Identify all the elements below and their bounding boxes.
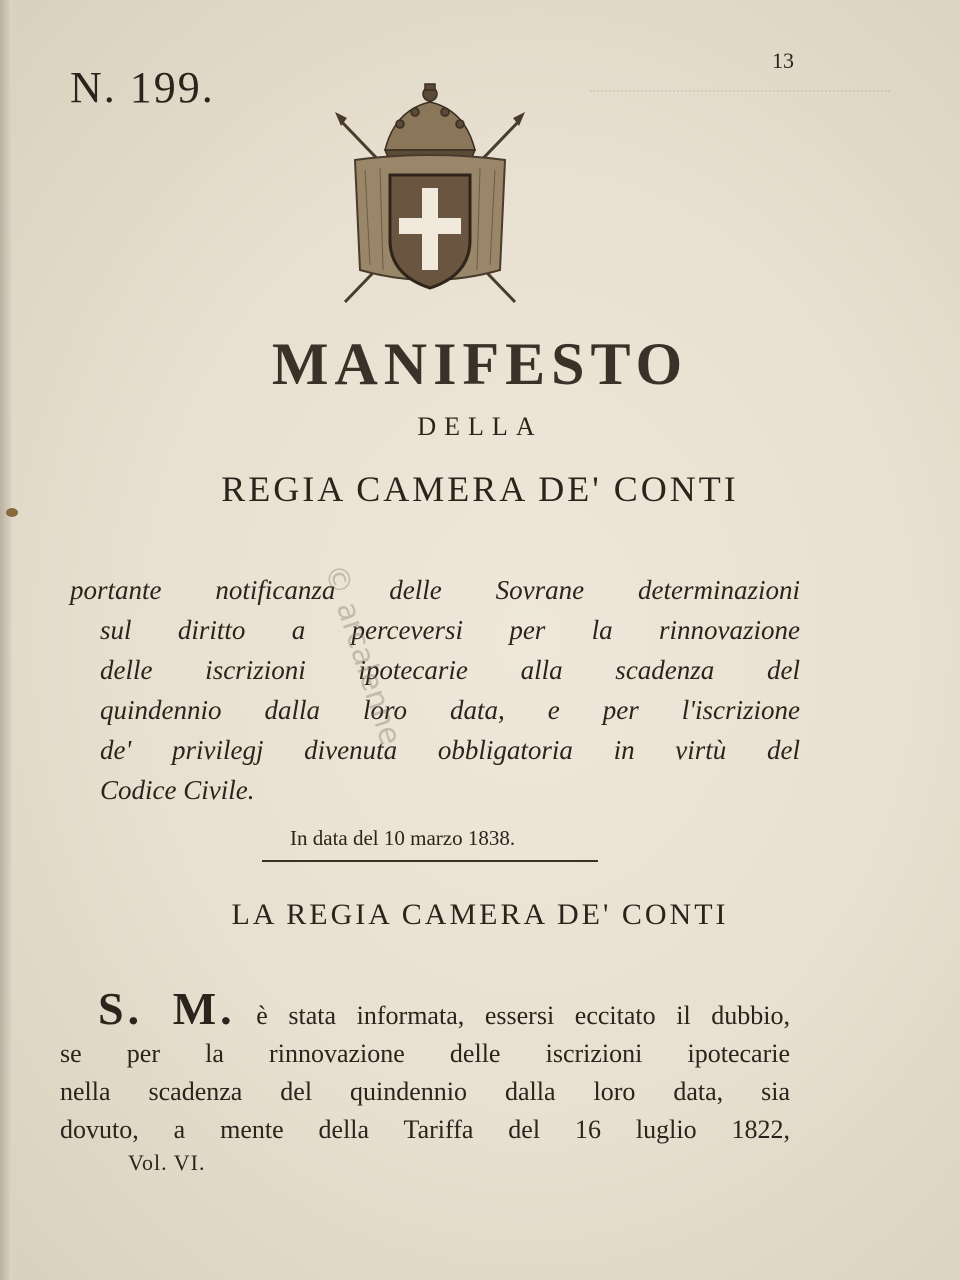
body-line: nella scadenza del quindennio dalla loro data, sia: [60, 1077, 790, 1106]
manifesto-title: MANIFESTO: [271, 331, 689, 397]
della-label: DELLA: [417, 412, 543, 441]
section-heading: LA REGIA CAMERA DE' CONTI: [231, 898, 729, 931]
subject-paragraph: [70, 570, 800, 810]
date-line: In data del 10 marzo 1838.: [290, 826, 516, 850]
page-number: 13: [772, 48, 794, 73]
subject-line: portante notificanza delle Sovrane determinazioni: [70, 575, 800, 605]
subject-line: sul diritto a perceversi per la rinnovazione: [100, 615, 800, 645]
page-binding-edge: [0, 0, 12, 1280]
body-line: se per la rinnovazione delle iscrizioni ipotecarie: [60, 1039, 790, 1068]
authority-title: REGIA CAMERA DE' CONTI: [221, 469, 739, 509]
body-line: è stata informata, essersi eccitato il dubbio,: [256, 1001, 791, 1030]
subject-line: delle iscrizioni ipotecarie alla scadenza del: [100, 655, 800, 685]
subject-line: de' privilegj divenuta obbligatoria in virtù del: [100, 735, 800, 765]
volume-label: Vol. VI.: [128, 1150, 206, 1175]
document-number: N. 199.: [70, 63, 215, 112]
divider-rule: [262, 860, 598, 862]
subject-line: quindennio dalla loro data, e per l'iscrizione: [100, 695, 800, 725]
body-line: dovuto, a mente della Tariffa del 16 luglio 1822,: [60, 1115, 790, 1144]
bleed-through: [590, 90, 890, 100]
body-paragraph: [60, 983, 791, 1149]
drop-initials: S. M.: [98, 983, 236, 1034]
savoy-crest-icon: [325, 80, 535, 310]
copyright-watermark: © arcalenne: [316, 560, 409, 750]
subject-line: Codice Civile.: [100, 775, 255, 805]
body-first-line: [60, 983, 791, 1035]
